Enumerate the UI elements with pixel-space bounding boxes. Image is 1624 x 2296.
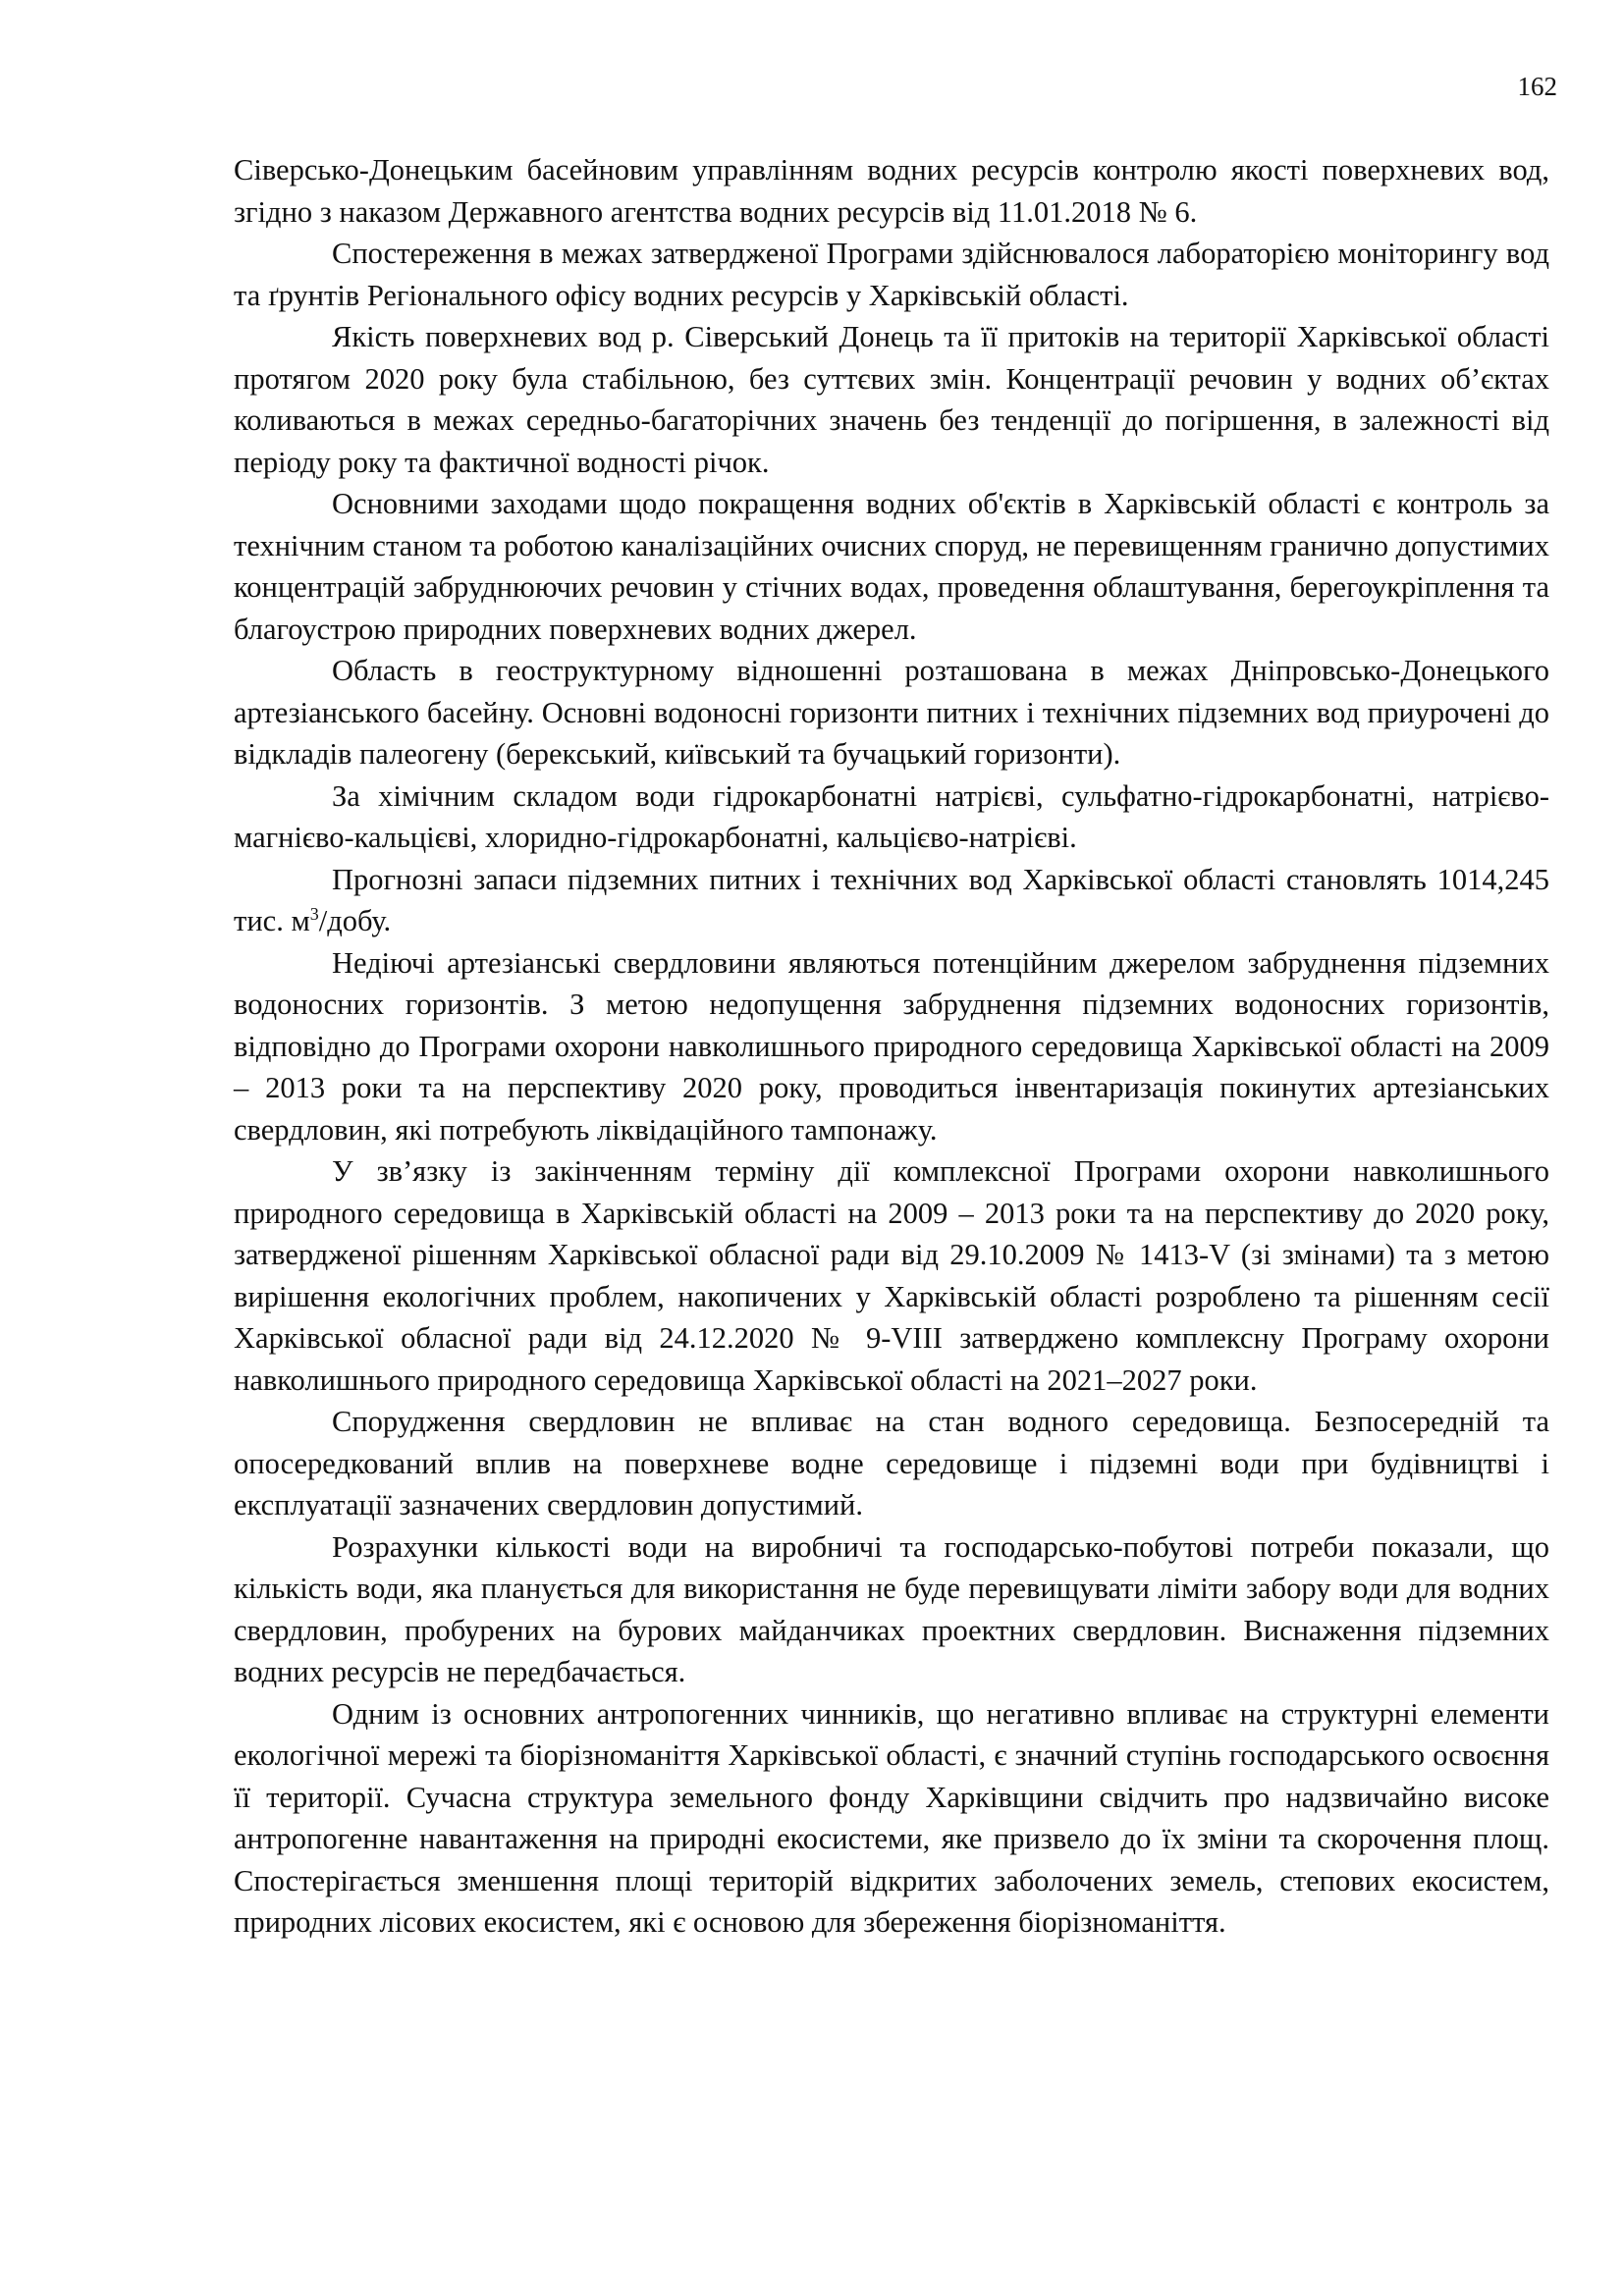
paragraph: Сіверсько-Донецьким басейновим управлінням водних ресурсів контролю якості поверхневих вод, згідно з наказом Державного агентства водних ресурсів від 11.01.2018 № 6.: [234, 153, 1549, 229]
paragraph: Якість поверхневих вод р. Сіверський Донець та її притоків на території Харківської області протягом 2020 року була стабільною, без суттєвих змін. Концентрації речовин у водних об’єктах коливаються в межах середньо-багаторічних значень без тенденції до погіршення, в залежності від періоду року та фактичної водності річок.: [234, 320, 1549, 479]
paragraph: Область в геоструктурному відношенні розташована в межах Дніпровсько-Донецького артезіанського басейну. Основні водоносні горизонти питних і технічних підземних вод приурочені до відкладів палеогену (берекський, київський та бучацький горизонти).: [234, 654, 1549, 771]
paragraph: Спостереження в межах затвердженої Програми здійснювалося лабораторією моніторингу вод та ґрунтів Регіонального офісу водних ресурсів у Харківській області.: [234, 237, 1549, 312]
paragraph: Спорудження свердловин не впливає на стан водного середовища. Безпосередній та опосередкований вплив на поверхневе водне середовище і підземні води при будівництві і експлуатації зазначених свердловин допустимий.: [234, 1405, 1549, 1522]
page-number: 162: [1517, 72, 1557, 101]
reserves-suffix: /добу.: [318, 904, 392, 937]
body-text: [234, 149, 1549, 1944]
paragraph: За хімічним складом води гідрокарбонатні натрієві, сульфатно-гідрокарбонатні, натрієво-магнієво-кальцієві, хлоридно-гідрокарбонатні, кальцієво-натрієві.: [234, 778, 1549, 854]
paragraph: У зв’язку із закінченням терміну дії комплексної Програми охорони навколишнього природного середовища в Харківській області на 2009 – 2013 роки та на перспективу до 2020 року, затвердженої рішенням Харківської обласної ради від 29.10.2009 № 1413-V (зі змінами) та з метою вирішення екологічних проблем, накопичених у Харківській області розроблено та рішенням сесії Харківської обласної ради від 24.12.2020 № 9-VIII затверджено комплексну Програму охорони навколишнього природного середовища Харківської області на 2021–2027 роки.: [234, 1154, 1549, 1397]
paragraph-reserves: [234, 859, 1549, 942]
paragraph: Розрахунки кількості води на виробничі та господарсько-побутові потреби показали, що кількість води, яка планується для використання не буде перевищувати ліміти забору води для водних свердловин, пробурених на бурових майданчиках проектних свердловин. Виснаження підземних водних ресурсів не передбачається.: [234, 1529, 1549, 1688]
reserves-text: Прогнозні запаси підземних питних і технічних вод Харківської області становлять 1014,245 тис. м: [234, 862, 1549, 937]
unit-superscript: 3: [309, 903, 319, 924]
paragraph: Недіючі артезіанські свердловини являються потенційним джерелом забруднення підземних водоносних горизонтів. З метою недопущення забруднення підземних водоносних горизонтів, відповідно до Програми охорони навколишнього природного середовища Харківської області на 2009 – 2013 роки та на перспективу 2020 року, проводиться інвентаризація покинутих артезіанських свердловин, які потребують ліквідаційного тампонажу.: [234, 945, 1549, 1147]
paragraph: Одним із основних антропогенних чинників, що негативно впливає на структурні елементи екологічної мережі та біорізноманіття Харківської області, є значний ступінь господарського освоєння її території. Сучасна структура земельного фонду Харківщини свідчить про надзвичайно високе антропогенне навантаження на природні екосистеми, яке призвело до їх зміни та скорочення площ. Спостерігається зменшення площі територій відкритих заболочених земель, степових екосистем, природних лісових екосистем, які є основою для збереження біорізноманіття.: [234, 1696, 1549, 1939]
paragraph: Основними заходами щодо покращення водних об'єктів в Харківській області є контроль за технічним станом та роботою каналізаційних очисних споруд, не перевищенням гранично допустимих концентрацій забруднюючих речовин у стічних водах, проведення облаштування, берегоукріплення та благоустрою природних поверхневих водних джерел.: [234, 487, 1549, 646]
